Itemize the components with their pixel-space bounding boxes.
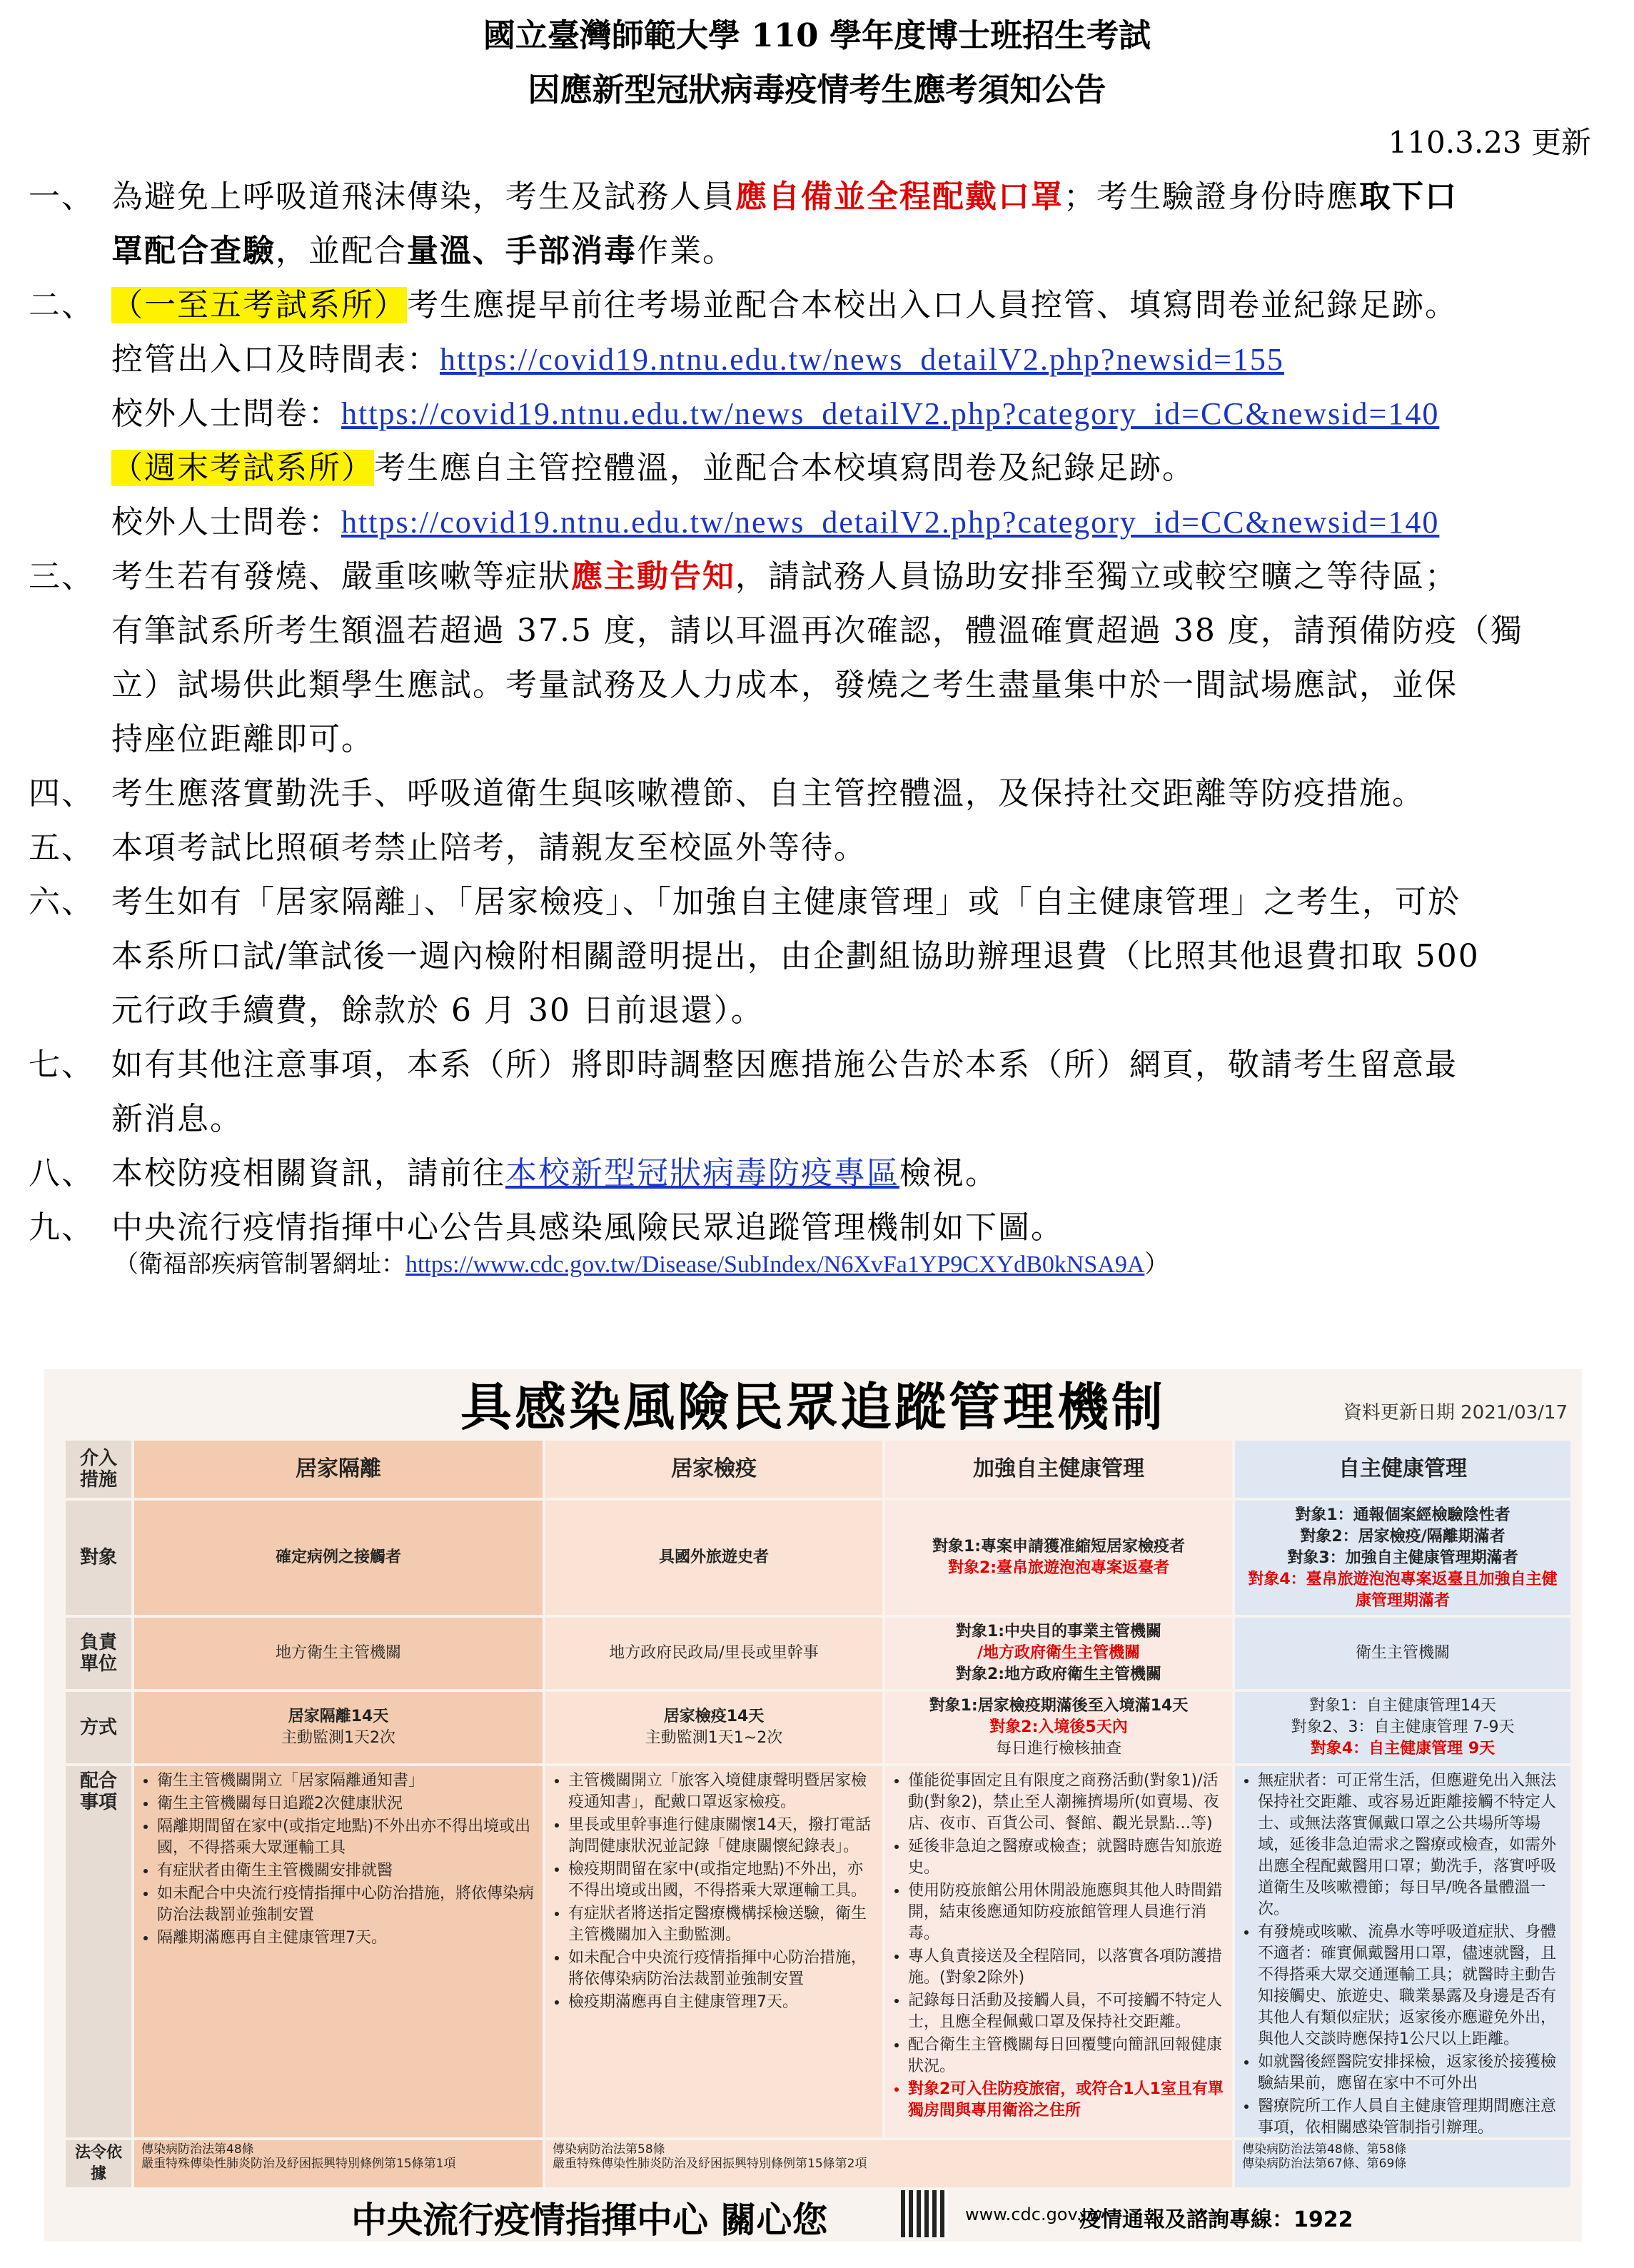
bold-text: 取下口 — [1359, 178, 1458, 215]
cell-text: 具國外旅遊史者 — [658, 1548, 769, 1566]
item-text: 考生若有發燒、嚴重咳嗽等症狀 — [111, 558, 571, 595]
item-text: 作業。 — [637, 233, 735, 269]
cell-text: 每日進行檢核抽查 — [995, 1740, 1121, 1758]
note-item: • 隔離期滿應再自主健康管理7天。 — [157, 1927, 535, 1949]
target-enhanced — [885, 1501, 1232, 1615]
link-label: 校外人士問卷： — [111, 395, 341, 432]
item-number: 二、 — [29, 287, 94, 323]
note-item: • 延後非急迫之醫療或檢查；就醫時應告知旅遊史。 — [908, 1836, 1225, 1879]
cell-text: 對象1:專案申請獲准縮短居家檢疫者 — [932, 1538, 1186, 1556]
item-text: ；考生驗證身份時應 — [1064, 178, 1359, 215]
emphasis-text: 應主動告知 — [571, 558, 735, 595]
cell-text: 居家檢疫14天 — [663, 1708, 765, 1725]
item-number: 四、 — [29, 775, 94, 812]
cell-text: 主動監測1天2次 — [281, 1729, 395, 1747]
cell-text: 衛生主管機關 — [1355, 1644, 1450, 1662]
law-item: 嚴重特殊傳染性肺炎防治及紓困振興特別條例第15條第2項 — [553, 2157, 867, 2171]
unit-quarantine — [545, 1618, 882, 1689]
col-home-isolation: 居家隔離 — [134, 1441, 543, 1498]
item-text: 立）試場供此類學生應試。考量試務及人力成本，發燒之考生盡量集中於一間試場應試，並保 — [111, 667, 1458, 703]
item-text: ，請試務人員協助安排至獨立或較空曠之等待區； — [735, 558, 1458, 595]
cell-text: 對象1:中央目的事業主管機關 — [955, 1623, 1162, 1640]
note-item: • 衛生主管機關開立「居家隔離通知書」 — [157, 1770, 535, 1792]
infographic-date: 資料更新日期 2021/03/17 — [1343, 1402, 1568, 1423]
rowhead-notes: 配合事項 — [66, 1766, 131, 2137]
highlight-text: （週末考試系所） — [111, 450, 374, 486]
law-self — [1235, 2140, 1570, 2187]
cell-text: 對象2:地方政府衛生主管機關 — [955, 1665, 1162, 1683]
unit-self — [1235, 1618, 1570, 1689]
notice-item-7 — [29, 1038, 1599, 1146]
visitor-survey-link-2[interactable]: https://covid19.ntnu.edu.tw/news_detailV2.php?category_id=CC&newsid=140 — [341, 505, 1440, 540]
item-text: ，並配合 — [276, 233, 407, 269]
item-text: 本項考試比照碩考禁止陪考，請親友至校區外等待。 — [111, 830, 867, 866]
cell-text: 對象2：居家檢疫/隔離期滿者 — [1300, 1528, 1506, 1546]
law-item: 傳染病防治法第48條、第58條 — [1242, 2142, 1407, 2157]
item-text: 本校防疫相關資訊，請前往 — [111, 1155, 505, 1191]
note-item: • 檢疫期間留在家中(或指定地點)不外出，亦不得出境或出國，不得搭乘大眾運輸工具。 — [568, 1859, 875, 1902]
rowhead-unit: 負責單位 — [66, 1618, 131, 1689]
item-text: 考生應提早前往考場並配合本校出入口人員控管、填寫問卷並紀錄足跡。 — [407, 287, 1458, 323]
note-item: • 僅能從事固定且有限度之商務活動(對象1)/活動(對象2)，禁止至人潮擁擠場所(如賣場、夜店、夜市、百貨公司、餐館、觀光景點…等) — [908, 1770, 1225, 1835]
cell-text: 對象3：加強自主健康管理期滿者 — [1287, 1549, 1518, 1567]
note-item: • 醫療院所工作人員自主健康管理期間應注意事項，依相關感染管制指引辦理。 — [1258, 2096, 1563, 2139]
item-text: 本系所口試/筆試後一週內檢附相關證明提出，由企劃組協助辦理退費（比照其他退費扣取 500 — [111, 938, 1480, 974]
method-quarantine — [545, 1692, 882, 1763]
highlight-text: （一至五考試系所） — [111, 287, 407, 323]
note-item: • 隔離期間留在家中(或指定地點)不外出亦不得出境或出國，不得搭乘大眾運輸工具 — [157, 1816, 535, 1859]
note-item: • 有發燒或咳嗽、流鼻水等呼吸道症狀、身體不適者：確實佩戴醫用口罩，儘速就醫，且不得搭乘大眾交通運輸工具；就醫時主動告知接觸史、旅遊史、職業暴露及身邊是否有其他人有類似症狀；返家後亦應避免外出，與他人交談時應保持1公尺以上距離。 — [1258, 1922, 1563, 2050]
note-item: • 記錄每日活動及接觸人員，不可接觸不特定人士，且應全程佩戴口罩及保持社交距離。 — [908, 1990, 1225, 2033]
law-isolation — [134, 2140, 543, 2187]
infographic-title: 具感染風險民眾追蹤管理機制 — [460, 1377, 1166, 1437]
cell-text-red: 對象4：臺帛旅遊泡泡專案返臺且加強自主健康管理期滿者 — [1248, 1571, 1558, 1610]
cell-text-red: 對象4：自主健康管理 9天 — [1310, 1740, 1496, 1758]
note-item: • 有症狀者將送指定醫療機構採檢送驗，衛生主管機關加入主動監測。 — [568, 1903, 875, 1946]
notes-self — [1235, 1766, 1570, 2137]
col-home-quarantine: 居家檢疫 — [545, 1441, 882, 1498]
qr-code-icon — [901, 2190, 948, 2237]
item-number: 八、 — [29, 1155, 94, 1191]
item-number: 五、 — [29, 830, 94, 866]
source-label: （衛福部疾病管制署網址： — [114, 1250, 405, 1279]
col-enhanced-self-health: 加強自主健康管理 — [885, 1441, 1232, 1498]
law-item: 嚴重特殊傳染性肺炎防治及紓困振興特別條例第15條第1項 — [141, 2157, 456, 2171]
notes-isolation — [134, 1766, 543, 2137]
visitor-survey-link[interactable]: https://covid19.ntnu.edu.tw/news_detailV2.php?category_id=CC&newsid=140 — [341, 396, 1440, 431]
item-text: 考生如有「居家隔離」、「居家檢疫」、「加強自主健康管理」或「自主健康管理」之考生，可於 — [111, 884, 1461, 920]
unit-isolation — [134, 1618, 543, 1689]
cell-text-red: 對象2:臺帛旅遊泡泡專案返臺者 — [947, 1559, 1170, 1577]
target-quarantine — [545, 1501, 882, 1615]
cell-text: 地方衛生主管機關 — [275, 1644, 401, 1662]
unit-enhanced — [885, 1618, 1232, 1689]
method-isolation — [134, 1692, 543, 1763]
law-item: 傳染病防治法第67條、第69條 — [1242, 2157, 1407, 2171]
target-self — [1235, 1501, 1570, 1615]
method-self — [1235, 1692, 1570, 1763]
cell-text: 確定病例之接觸者 — [275, 1548, 401, 1566]
bold-text: 罩配合查驗 — [111, 233, 276, 269]
footer-slogan: 中央流行疫情指揮中心 關心您 — [351, 2199, 828, 2241]
note-item-red: • 對象2可入住防疫旅宿，或符合1人1室且有單獨房間與專用衛浴之住所 — [908, 2079, 1225, 2122]
notice-item-1 — [29, 170, 1599, 278]
note-item: • 無症狀者：可正常生活，但應避免出入無法保持社交距離、或容易近距離接觸不特定人士、或無法落實佩戴口罩之公共場所等場域，延後非急迫需求之醫療或檢查，如需外出應全程配戴醫用口罩；勤洗手，落實呼吸道衛生及咳嗽禮節；每日早/晚各量體溫一次。 — [1258, 1770, 1563, 1920]
rowhead-law: 法令依據 — [66, 2140, 131, 2187]
emphasis-text: 應自備並全程配戴口罩 — [735, 178, 1064, 215]
cell-text: 居家隔離14天 — [288, 1708, 389, 1725]
item-text: 考生應落實勤洗手、呼吸道衛生與咳嗽禮節、自主管控體溫，及保持社交距離等防疫措施。 — [111, 775, 1425, 812]
cell-text: 對象2、3：自主健康管理 7-9天 — [1291, 1718, 1515, 1736]
item-text: 有筆試系所考生額溫若超過 37.5 度，請以耳溫再次確認，體溫確實超過 38 度，請預備防疫（獨 — [111, 613, 1523, 649]
page-title: 國立臺灣師範大學 110 學年度博士班招生考試 — [483, 16, 1151, 54]
target-isolation — [134, 1501, 543, 1615]
notice-item-3 — [29, 550, 1599, 767]
item-text: 新消息。 — [111, 1101, 243, 1137]
notes-enhanced — [885, 1766, 1232, 2137]
item-number: 七、 — [29, 1047, 94, 1083]
item-text: 考生應自主管控體溫，並配合本校填寫問卷及紀錄足跡。 — [374, 450, 1195, 486]
cell-text: 主動監測1天1~2次 — [645, 1729, 783, 1747]
note-item: • 專人負責接送及全程陪同，以落實各項防護措施。(對象2除外) — [908, 1946, 1225, 1989]
rowhead-method: 方式 — [66, 1692, 131, 1763]
note-item: • 配合衛生主管機關每日回覆雙向簡訊回報健康狀況。 — [908, 2035, 1225, 2077]
tracking-mechanism-infographic — [44, 1369, 1582, 2242]
note-item: • 如未配合中央流行疫情指揮中心防治措施，將依傳染病防治法裁罰並強制安置 — [568, 1947, 875, 1990]
note-item: • 使用防疫旅館公用休閒設施應與其他人時間錯開，結束後應通知防疫旅館管理人員進行消毒。 — [908, 1880, 1225, 1945]
cell-text: 對象1：通報個案經檢驗陰性者 — [1295, 1506, 1511, 1524]
link-label: 校外人士問卷： — [111, 504, 341, 540]
note-item: • 檢疫期滿應再自主健康管理7天。 — [568, 1992, 875, 2013]
item-text: 檢視。 — [899, 1155, 998, 1191]
law-item: 傳染病防治法第58條 — [553, 2142, 665, 2157]
item-text: 元行政手續費，餘款於 6 月 30 日前退還）。 — [111, 992, 764, 1029]
method-enhanced — [885, 1692, 1232, 1763]
notice-item-2 — [29, 278, 1599, 550]
notice-item-9 — [29, 1201, 1599, 1255]
bold-text: 量溫、手部消毒 — [407, 233, 637, 269]
note-item: • 如未配合中央流行疫情指揮中心防治措施，將依傳染病防治法裁罰並強制安置 — [157, 1883, 535, 1926]
cell-text: 地方政府民政局/里長或里幹事 — [609, 1644, 819, 1662]
entrance-schedule-link[interactable]: https://covid19.ntnu.edu.tw/news_detailV2.php?newsid=155 — [440, 342, 1284, 377]
note-item: • 里長或里幹事進行健康關懷14天，撥打電話詢問健康狀況並記錄「健康關懷紀錄表」。 — [568, 1815, 875, 1858]
notice-item-8 — [29, 1146, 1599, 1201]
law-quarantine-enhanced — [545, 2140, 1232, 2187]
col-self-health: 自主健康管理 — [1235, 1441, 1570, 1498]
notice-item-5 — [29, 821, 1599, 875]
cell-text: 對象1:居家檢疫期滿後至入境滿14天 — [929, 1697, 1189, 1715]
link-label: 控管出入口及時間表： — [111, 341, 440, 378]
infographic-footer — [44, 2189, 1582, 2239]
cell-text: 對象1：自主健康管理14天 — [1309, 1697, 1496, 1715]
item-number: 九、 — [29, 1209, 94, 1246]
notice-item-6 — [29, 875, 1599, 1038]
item-text: 如有其他注意事項，本系（所）將即時調整因應措施公告於本系（所）網頁，敬請考生留意最 — [111, 1047, 1458, 1083]
epidemic-zone-link[interactable]: 本校新型冠狀病毒防疫專區 — [505, 1155, 899, 1191]
note-item: • 如就醫後經醫院安排採檢，返家後於接獲檢驗結果前，應留在家中不可外出 — [1258, 2052, 1563, 2095]
cell-text-red: 對象2:入境後5天內 — [989, 1718, 1128, 1736]
footer-hotline: 疫情通報及諮詢專線：1922 — [1079, 2207, 1353, 2232]
item-number: 一、 — [29, 178, 94, 215]
footer-url: www.cdc.gov.tw — [965, 2204, 1103, 2224]
note-item: • 主管機關開立「旅客入境健康聲明暨居家檢疫通知書」，配戴口罩返家檢疫。 — [568, 1770, 875, 1813]
update-date: 110.3.23 更新 — [1388, 125, 1591, 160]
item-text: 為避免上呼吸道飛沫傳染，考生及試務人員 — [111, 178, 735, 215]
page-subtitle: 因應新型冠狀病毒疫情考生應考須知公告 — [528, 71, 1106, 109]
rowhead-measure: 介入措施 — [66, 1441, 131, 1498]
notes-quarantine — [545, 1766, 882, 2137]
item-text: 持座位距離即可。 — [111, 721, 374, 757]
note-item: • 衛生主管機關每日追蹤2次健康狀況 — [157, 1793, 535, 1815]
item-text: 中央流行疫情指揮中心公告具感染風險民眾追蹤管理機制如下圖。 — [111, 1209, 1064, 1246]
item-number: 六、 — [29, 884, 94, 920]
cdc-link[interactable]: https://www.cdc.gov.tw/Disease/SubIndex/N6XvFa1YP9CXYdB0kNSA9A — [405, 1251, 1145, 1278]
source-close: ） — [1144, 1250, 1169, 1279]
cell-text-red: /地方政府衛生主管機關 — [977, 1644, 1141, 1662]
law-item: 傳染病防治法第48條 — [141, 2142, 254, 2157]
cdc-source-note — [114, 1248, 1169, 1281]
note-item: • 有症狀者由衛生主管機關安排就醫 — [157, 1860, 535, 1882]
rowhead-target: 對象 — [66, 1501, 131, 1615]
item-number: 三、 — [29, 558, 94, 595]
notice-item-4 — [29, 767, 1599, 821]
